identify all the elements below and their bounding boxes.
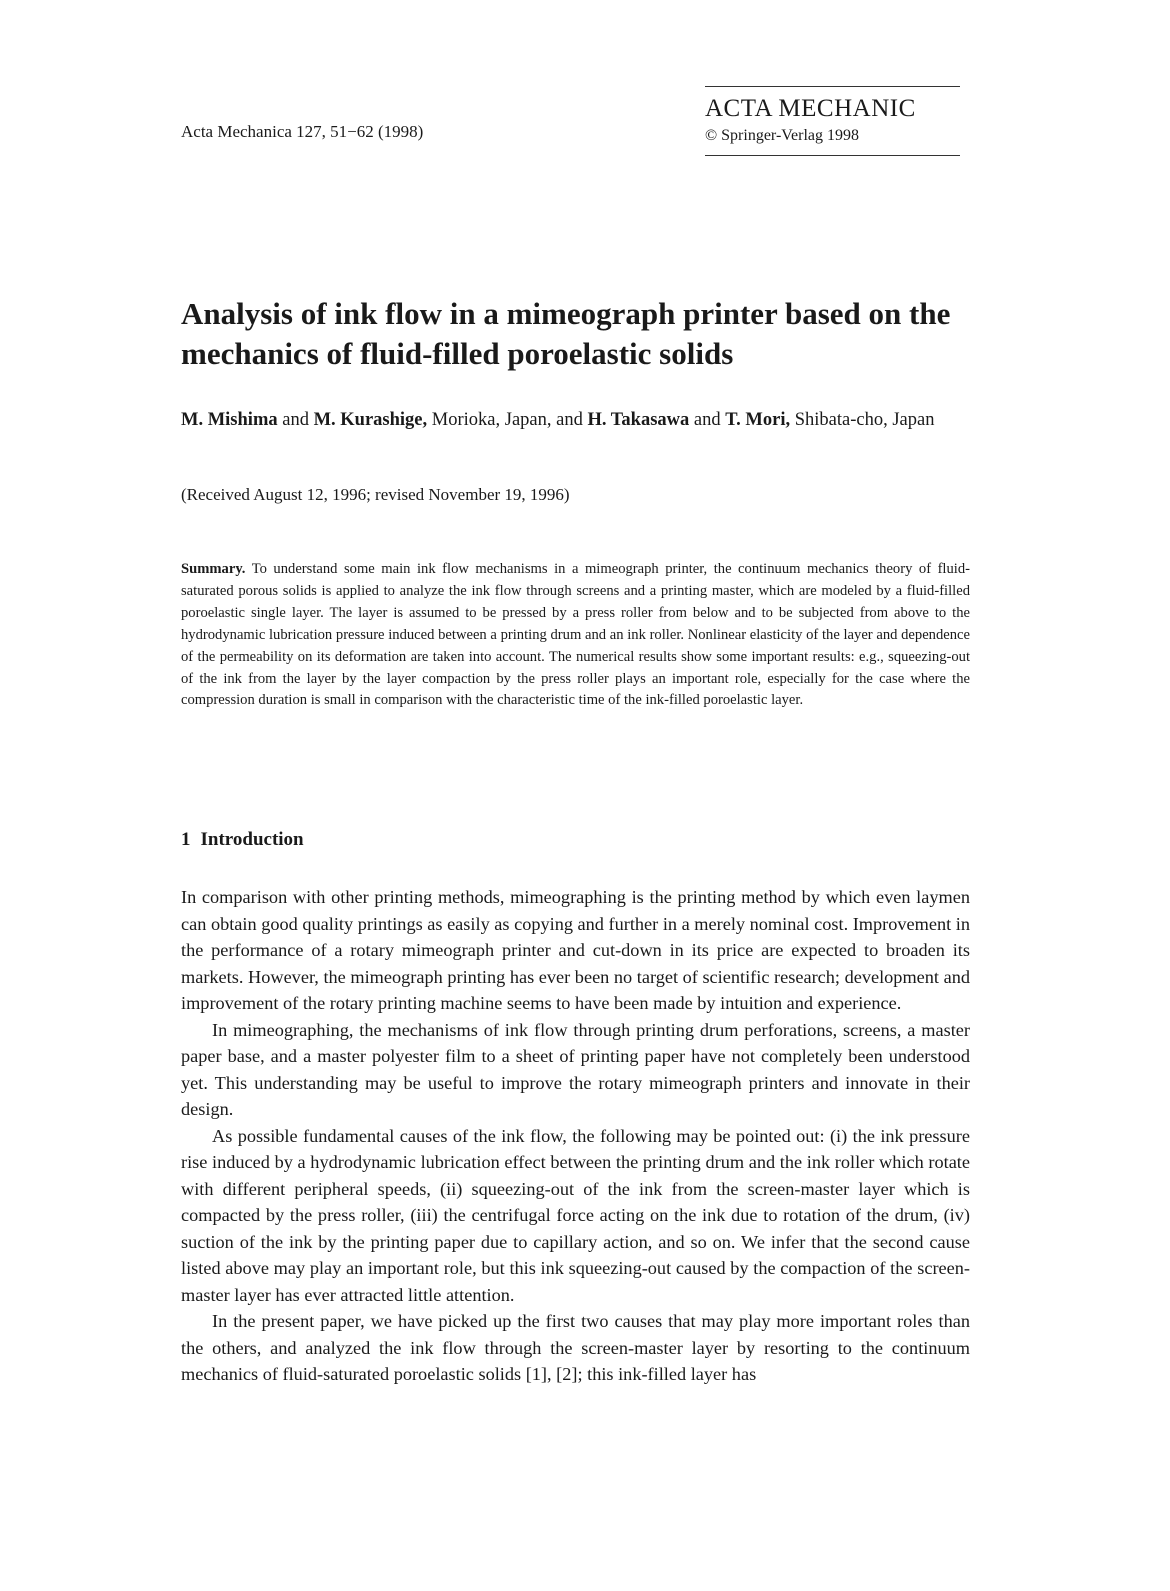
paper-title: Analysis of ink flow in a mimeograph printer based on the mechanics of fluid-filled poroelastic solids <box>181 296 951 371</box>
author-affiliation: Morioka, Japan, and <box>427 410 588 430</box>
journal-name: ACTA MECHANIC <box>705 95 916 122</box>
received-dates: (Received August 12, 1996; revised November 19, 1996) <box>181 485 570 504</box>
abstract-label: Summary. <box>181 561 246 577</box>
author-separator: and <box>277 410 314 430</box>
paragraph: As possible fundamental causes of the ink flow, the following may be pointed out: (i) the ink pressure rise induced by a hydrodynamic lubrication effect between the printing drum and the ink roller which rotate with different peripheral speeds, (ii) squeezing-out of the ink from the screen-master layer which is compacted by the press roller, (iii) the centrifugal force acting on the ink due to rotation of the drum, (iv) suction of the ink by the printing paper due to capillary action, and so on. We infer that the second cause listed above may play an important role, but this ink squeezing-out caused by the compaction of the screen-master layer has ever attracted little attention. <box>181 1125 970 1305</box>
paragraph: In mimeographing, the mechanisms of ink flow through printing drum perforations, screens, a master paper base, and a master polyester film to a sheet of printing paper have not completely been understood yet. This understanding may be useful to improve the rotary mimeograph printers and innovate in their design. <box>181 1019 970 1119</box>
abstract-text: To understand some main ink flow mechanisms in a mimeograph printer, the continuum mechanics theory of fluid-saturated porous solids is applied to analyze the ink flow through screens and a printing master, which are modeled by a fluid-filled poroelastic single layer. The layer is assumed to be pressed by a press roller from below and to be subjected from above to the hydrodynamic lubrication pressure induced between a printing drum and an ink roller. Nonlinear elasticity of the layer and dependence of the permeability on its deformation are taken into account. The numerical results show some important results: e.g., squeezing-out of the ink from the layer by the layer compaction by the press roller plays an important role, especially for the case where the compression duration is small in comparison with the characteristic time of the ink-filled poroelastic layer. <box>181 561 970 709</box>
author-affiliation: Shibata-cho, Japan <box>790 410 935 430</box>
author-name: H. Takasawa <box>587 410 690 430</box>
section-number: 1 <box>181 829 191 850</box>
author-separator: and <box>689 410 726 430</box>
journal-reference: Acta Mechanica 127, 51−62 (1998) <box>181 122 424 141</box>
masthead-rule-top <box>705 86 960 87</box>
author-name: T. Mori, <box>725 410 791 430</box>
masthead-rule-bottom <box>705 155 960 156</box>
body-text <box>181 884 970 1388</box>
author-name: M. Kurashige, <box>313 410 428 430</box>
paragraph: In comparison with other printing methods, mimeographing is the printing method by which even laymen can obtain good quality printings as easily as copying and further in a merely nominal cost. Improvement in the performance of a rotary mimeograph printer and cut-down in its price are expected to broaden its markets. However, the mimeograph printing has ever been no target of scientific research; development and improvement of the rotary printing machine seems to have been made by intuition and experience. <box>181 887 970 1013</box>
copyright-notice: © Springer-Verlag 1998 <box>705 127 860 144</box>
paragraph: In the present paper, we have picked up the first two causes that may play more important roles than the others, and analyzed the ink flow through the screen-master layer by resorting to the continuum mechanics of fluid-saturated poroelastic solids [1], [2]; this ink-filled layer has <box>181 1311 970 1384</box>
abstract <box>181 559 970 712</box>
author-name: M. Mishima <box>181 410 278 430</box>
journal-masthead <box>705 86 960 156</box>
author-line <box>181 406 976 434</box>
section-title: Introduction <box>200 829 304 850</box>
section-heading <box>181 829 304 851</box>
